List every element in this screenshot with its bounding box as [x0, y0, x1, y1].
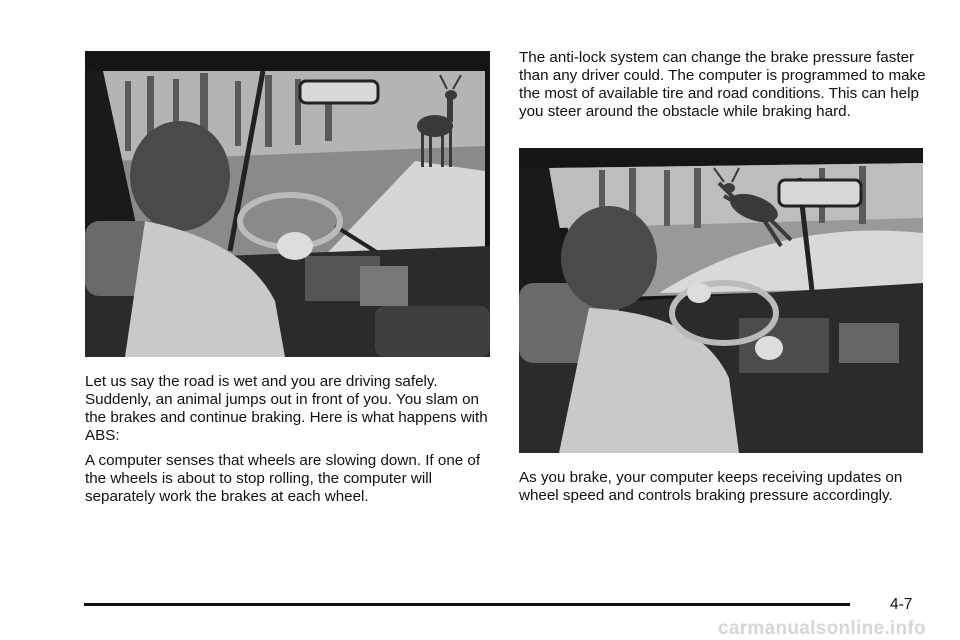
footer-rule [84, 603, 850, 606]
left-paragraph-1: Let us say the road is wet and you are driving safely. Suddenly, an animal jumps out in front of you. You slam on the brakes and continue braking. Here is what happens with ABS: [85, 373, 488, 444]
right-paragraph-2: As you brake, your computer keeps receiving updates on wheel speed and controls braking pressure accordingly. [519, 469, 903, 504]
watermark: carmanualsonline.info [718, 618, 926, 639]
right-paragraph-1: The anti-lock system can change the brake pressure faster than any driver could. The computer is programmed to make the most of available tire and road conditions. This can help you steer around the obstacle while braking hard. [519, 49, 926, 120]
left-paragraph-2: A computer senses that wheels are slowing down. If one of the wheels is about to stop rolling, the computer will separately work the brakes at each wheel. [85, 452, 481, 505]
illustration-deer-leaping [519, 148, 923, 453]
page-number: 4-7 [890, 596, 913, 613]
illustration-deer-standing [85, 51, 490, 357]
